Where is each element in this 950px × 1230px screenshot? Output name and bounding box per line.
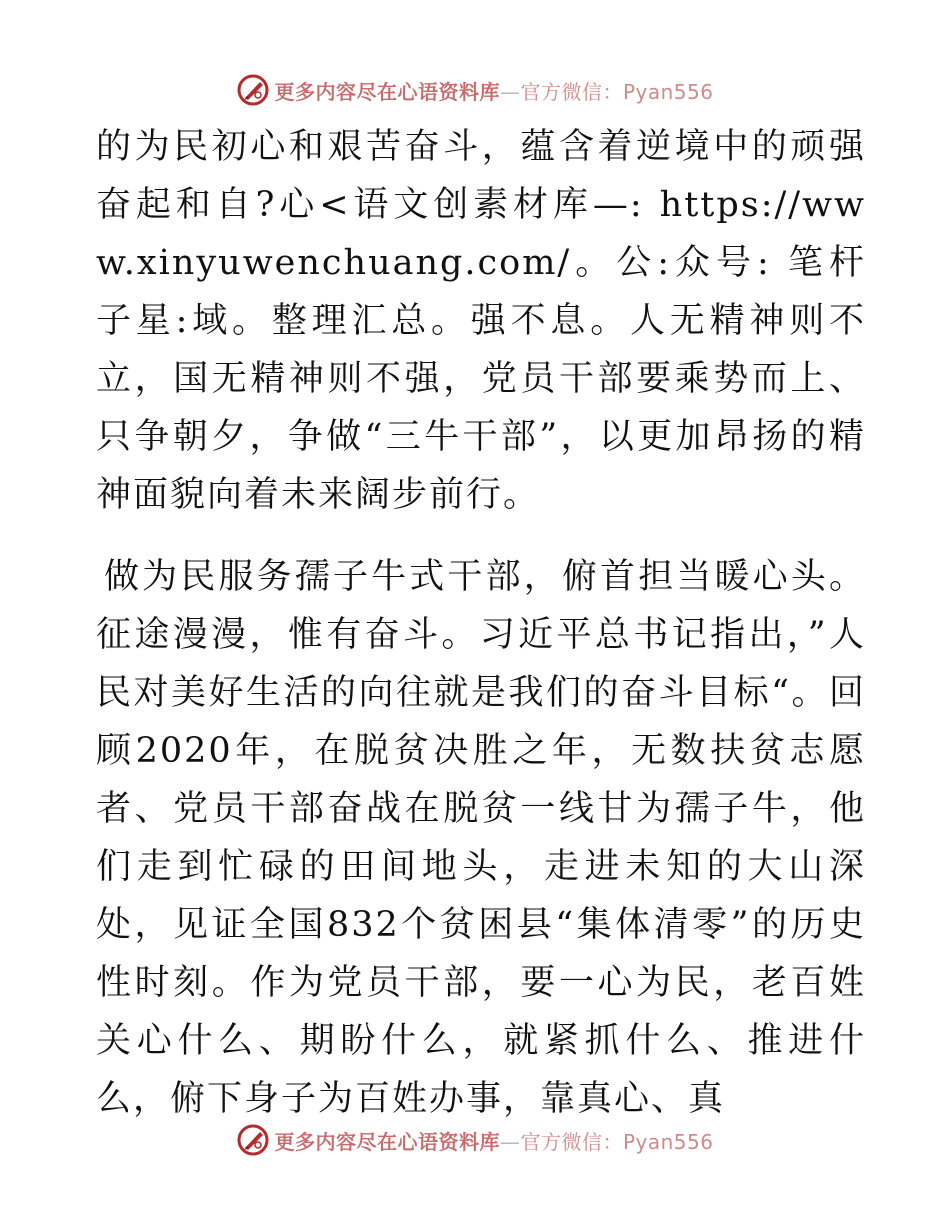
header-contact-text: 官方微信：Pyan556 [520,79,714,104]
document-body [96,118,866,1119]
header-separator: — [499,79,521,104]
header-banner-inner [236,73,713,107]
footer-contact-text: 官方微信：Pyan556 [520,1129,714,1154]
footer-banner-inner [236,1123,713,1157]
footer-banner [0,1120,950,1160]
quill-pen-logo-icon [236,73,270,107]
header-brand-text: 更多内容尽在心语资料库 [274,79,500,104]
footer-banner-text [274,1126,713,1155]
paragraph-1: 的为民初心和艰苦奋斗，蕴含着逆境中的顽强奋起和自?心<语文创素材库—: https://www.xinyuwenchuang.com/。公:众号: 笔杆子星:域。整理汇总。强不息。人无精神则不立，国无精神则不强，党员干部要乘势而上、只争朝夕，争做“三牛干部”，以更加昂扬的精神面貌向着未来阔步前行。 [96,127,866,515]
header-banner-text [274,76,713,105]
footer-separator: — [499,1129,521,1154]
paragraph-2: 做为民服务孺子牛式干部，俯首担当暖心头。征途漫漫，惟有奋斗。习近平总书记指出，”人民对美好生活的向往就是我们的奋斗目标“。回顾2020年，在脱贫决胜之年，无数扶贫志愿者、党员干部奋战在脱贫一线甘为孺子牛，他们走到忙碌的田间地头，走进未知的大山深处，见证全国832个贫困县“集体清零”的历史性时刻。作为党员干部，要一心为民，老百姓关心什么、期盼什么，就紧抓什么、推进什么，俯下身子为百姓办事，靠真心、真 [96,557,866,1119]
footer-brand-text: 更多内容尽在心语资料库 [274,1129,500,1154]
header-banner [0,70,950,110]
quill-pen-logo-icon [236,1123,270,1157]
